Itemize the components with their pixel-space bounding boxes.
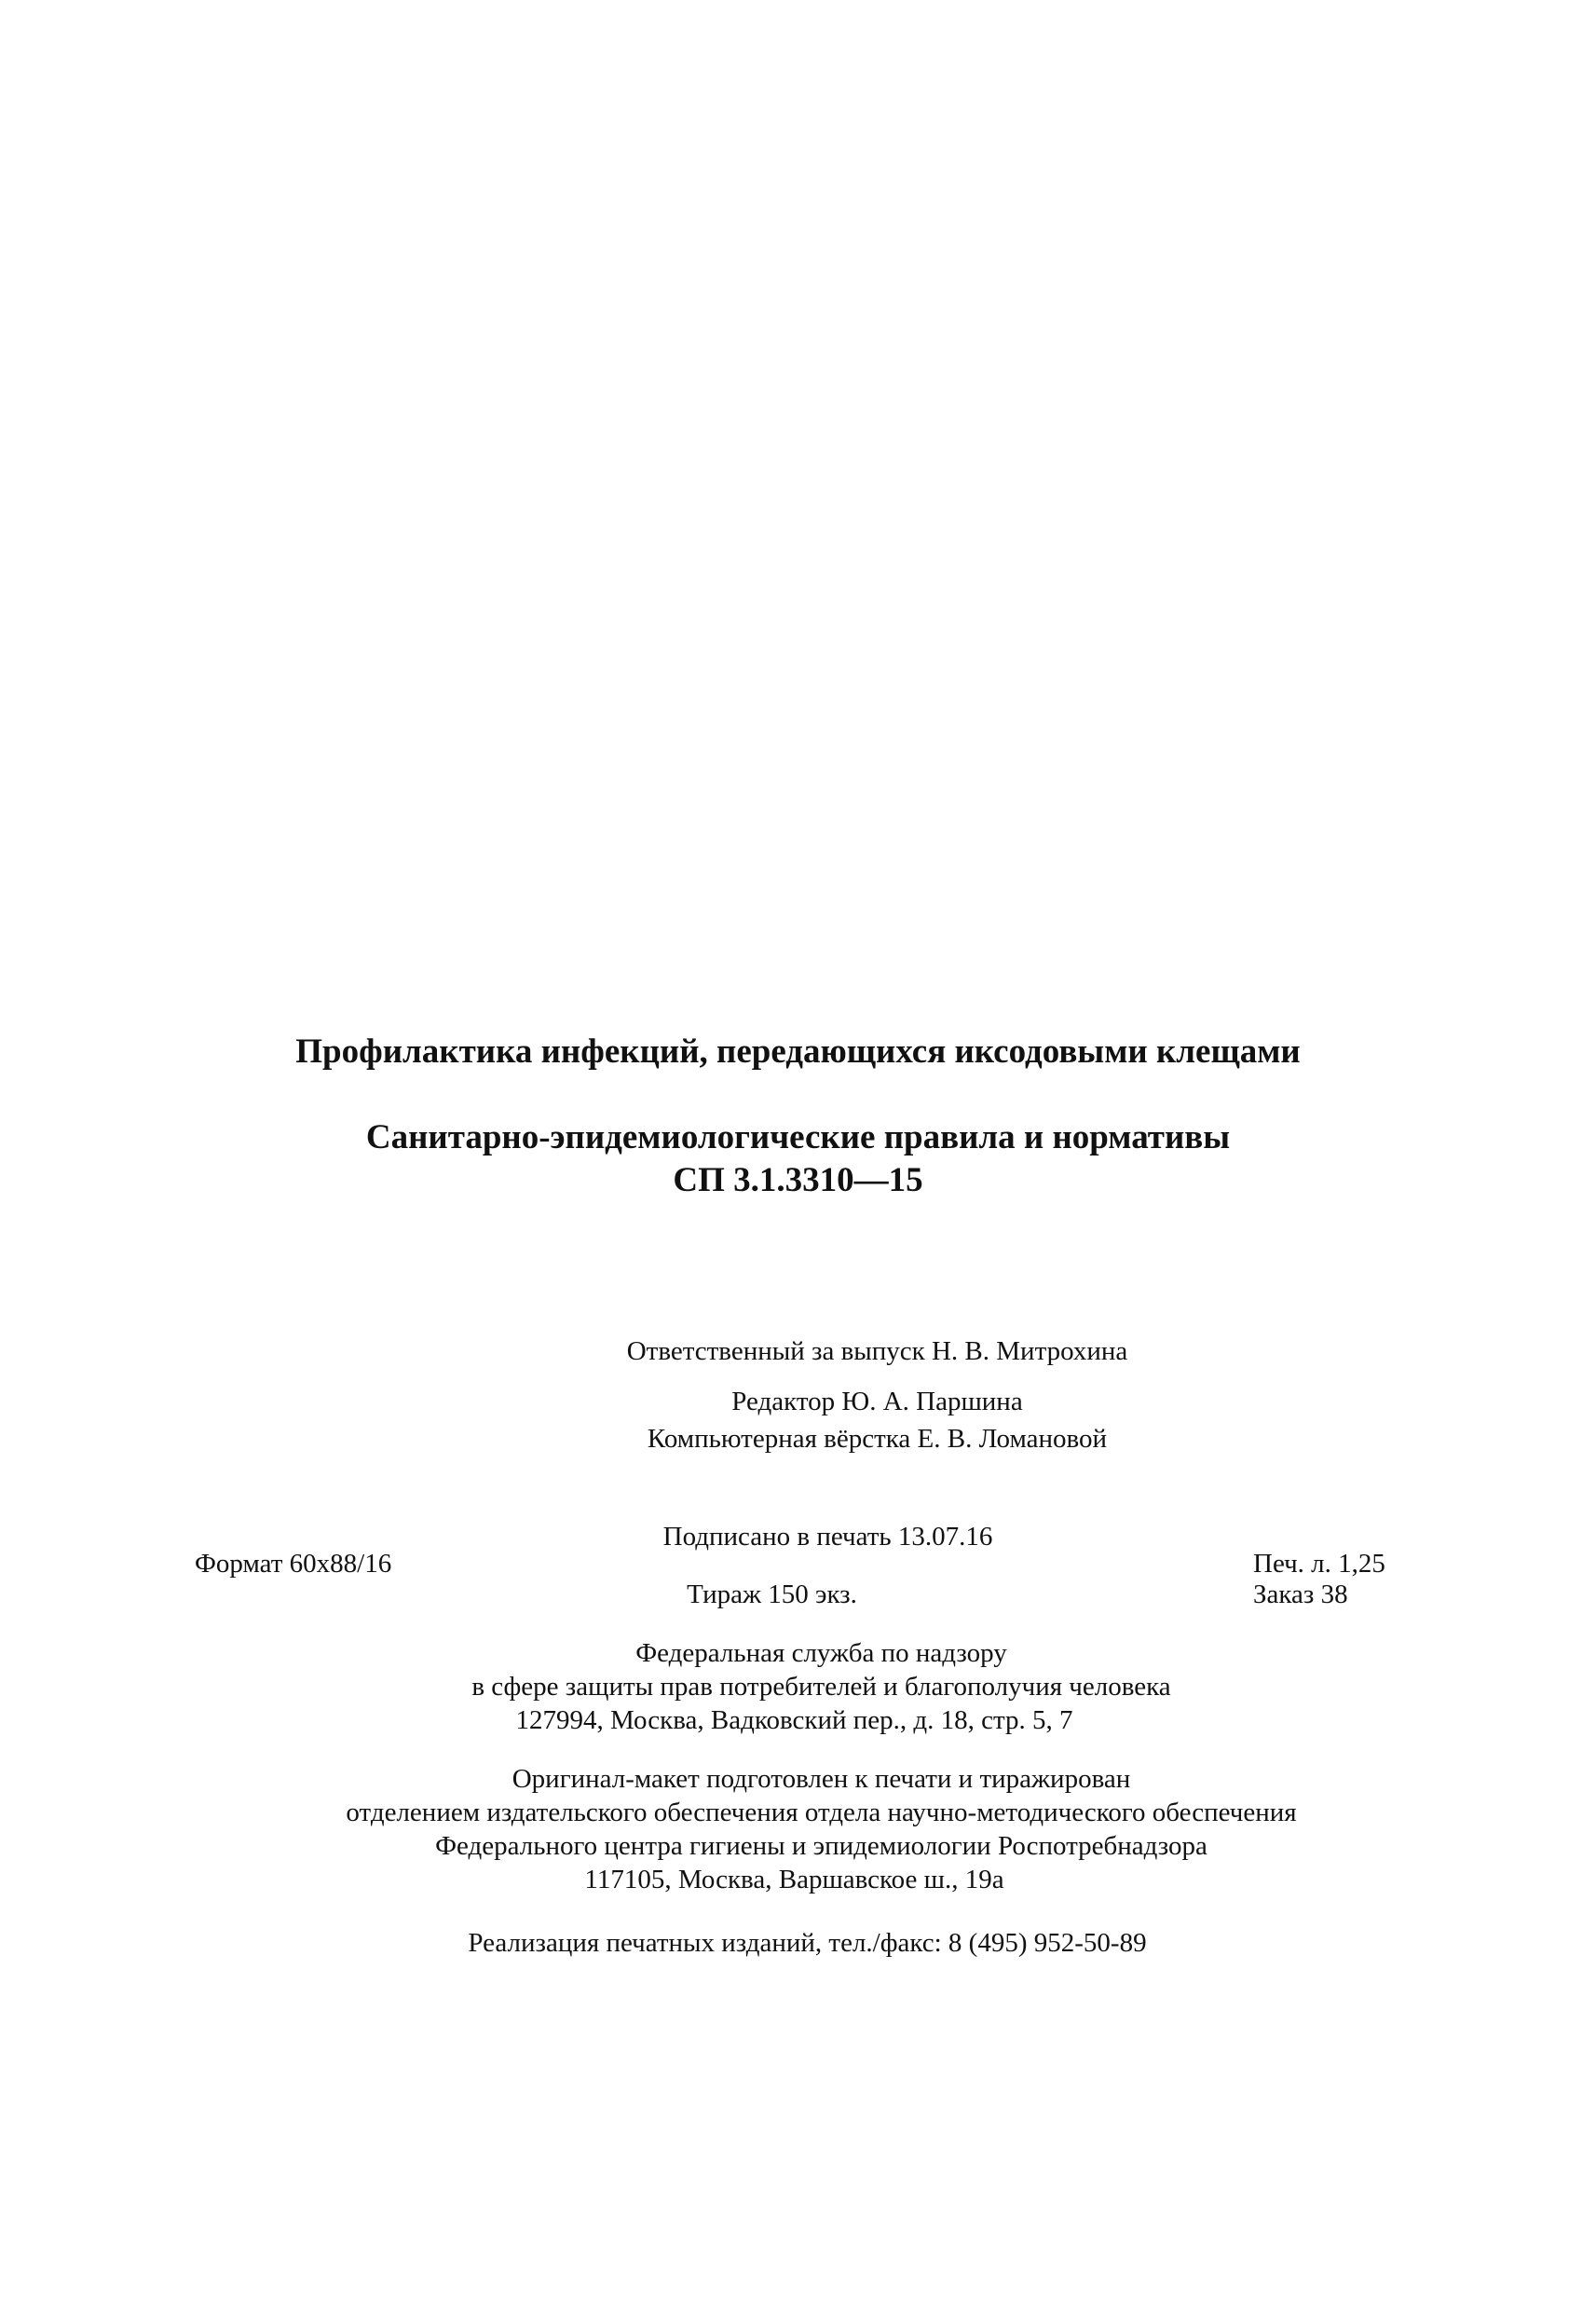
- document-code: СП 3.1.3310—15: [673, 1161, 923, 1199]
- imprint-signed: Подписано в печать 13.07.16: [662, 1522, 993, 1552]
- imprint-format: Формат 60x88/16: [195, 1549, 392, 1579]
- sales-contact: Реализация печатных изданий, тел./факс: 8 (495) 952-50-89: [468, 1928, 1147, 1958]
- publisher-name: Федеральная служба по надзору: [635, 1638, 1007, 1668]
- document-subtitle: Санитарно-эпидемиологические правила и нормативы: [365, 1118, 1231, 1156]
- imprint-order: Заказ 38: [1253, 1579, 1348, 1609]
- publisher-scope: в сфере защиты прав потребителей и благополучия человека: [471, 1672, 1171, 1702]
- printer-line-3: Федерального центра гигиены и эпидемиологии Роспотребнадзора: [435, 1831, 1207, 1861]
- printer-address: 117105, Москва, Варшавское ш., 19а: [584, 1865, 1004, 1894]
- document-title: Профилактика инфекций, передающихся иксодовыми клещами: [295, 1032, 1301, 1071]
- credit-editor: Редактор Ю. А. Паршина: [731, 1387, 1023, 1416]
- publisher-address: 127994, Москва, Вадковский пер., д. 18, стр. 5, 7: [515, 1705, 1073, 1735]
- imprint-sheets: Печ. л. 1,25: [1253, 1549, 1385, 1579]
- printer-line-2: отделением издательского обеспечения отдела научно-методического обеспечения: [346, 1798, 1297, 1827]
- credit-layout: Компьютерная вёрстка Е. В. Ломановой: [647, 1424, 1108, 1454]
- imprint-print-run: Тираж 150 экз.: [687, 1579, 857, 1609]
- printer-line-1: Оригинал-макет подготовлен к печати и тиражирован: [512, 1764, 1131, 1794]
- credit-responsible: Ответственный за выпуск Н. В. Митрохина: [626, 1336, 1128, 1366]
